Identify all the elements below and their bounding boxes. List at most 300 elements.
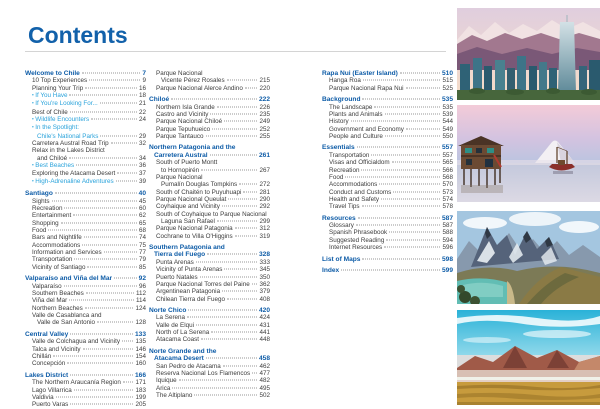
toc-entry-row [149,377,270,384]
toc-page-number: 65 [138,219,146,227]
toc-entry-row [25,170,146,177]
toc-label: Bars and Nightlife [32,234,82,242]
toc-label: Vicente Pérez Rosales [161,77,225,85]
dot-leader [228,198,257,199]
toc-entry-row [25,212,146,219]
dot-leader [194,395,257,396]
toc-page-number: 362 [259,280,270,288]
toc-entry-row [149,274,270,281]
dot-leader [64,208,137,209]
toc-entry-row [149,133,270,140]
toc-label: Accommodations [329,181,378,189]
toc-column-2 [149,70,270,399]
toc-page-number: 62 [138,212,146,220]
toc-label: Lakes District [25,371,69,379]
toc-label: Parque Nacional Patagonia [156,225,233,233]
toc-label: Valparaíso [32,282,62,290]
toc-page-number: 557 [442,151,453,159]
toc-page-number: 441 [259,329,270,337]
dot-leader [362,258,440,259]
toc-entry-row [149,370,270,377]
dot-leader [70,111,137,112]
toc-label: • In the Spotlight: [35,124,80,132]
toc-label: Entertainment [32,212,72,220]
toc-label: Arica [156,384,171,392]
toc-page-number: 598 [441,255,453,263]
toc-page-number: 18 [138,92,146,100]
toc-label: Northern Patagonia and the [149,144,236,152]
toc-label: Norte Grande and the [149,347,217,355]
toc-page-number: 596 [442,244,453,252]
toc-page-number: 290 [259,195,270,203]
dot-leader [206,135,258,136]
dot-leader [341,270,440,271]
toc-entry-row [322,196,453,203]
toc-page-number: 75 [138,241,146,249]
toc-label: Central Valley [25,330,69,338]
toc-entry-row [25,401,146,408]
toc-page-number: 85 [138,263,146,271]
toc-page-number: 570 [442,181,453,189]
dot-leader [227,80,258,81]
toc-label: La Serena [156,314,186,322]
toc-page-number: 599 [441,267,453,275]
toc-label: Sights [32,197,50,205]
toc-entry-row [25,360,146,367]
toc-entry-row [149,203,270,210]
toc-entry-row [149,118,270,125]
dot-leader [61,222,137,223]
dot-leader [188,310,257,311]
toc-page-number: 22 [138,108,146,116]
toc-label: Government and Economy [329,125,404,133]
toc-entry-row [149,126,270,133]
toc-page-number: 482 [259,377,270,385]
toc-page-number: 525 [442,84,453,92]
toc-label: Health and Safety [329,195,380,203]
toc-label: Viña del Mar [32,297,68,305]
toc-entry-row [149,363,270,370]
toc-entry-row [149,259,270,266]
toc-label: Valle de Casablanca and [32,312,102,320]
toc-page-number: 166 [134,371,146,379]
toc-chapter-row [322,144,453,151]
toc-label: Valle de Elqui [156,321,195,329]
toc-page-number: 135 [135,338,146,346]
toc-entry-row [322,77,453,84]
toc-entry-row [322,203,453,210]
toc-entry-row [322,181,453,188]
toc-page-number: 539 [442,110,453,118]
toc-label: Planning Your Trip [32,84,84,92]
toc-label: • If You Have [35,92,68,100]
dot-leader [82,73,140,74]
title-rule [25,51,446,52]
dot-leader [76,165,137,166]
toc-label: Parque Nacional Alerce Andino [156,84,243,92]
toc-entry-row [149,189,270,196]
dot-leader [100,135,137,136]
toc-page-number: 222 [258,96,270,104]
toc-label: Iquique [156,377,177,385]
toc-page-number: 510 [441,70,453,77]
toc-page-number: 112 [135,290,146,297]
dot-leader [69,157,137,158]
toc-label: South of Coyhaique to Parque Nacional [156,210,267,218]
dot-leader [70,404,133,405]
dot-leader [52,200,137,201]
dot-leader [392,162,441,163]
toc-page-number: 568 [442,173,453,181]
dot-leader [207,254,257,255]
dot-leader [70,333,133,334]
dot-leader [56,396,134,397]
toc-label: Parque Nacional Queulat [156,195,227,203]
toc-entry-row [322,111,453,118]
toc-page-number: 328 [258,251,270,259]
toc-entry-row [25,220,146,227]
dot-leader [223,365,258,366]
toc-label: Parque Nacional Chiloé [156,118,223,126]
toc-entry-row [322,167,453,174]
toc-page-number: 40 [138,190,146,198]
toc-entry-row [25,155,146,162]
toc-page-number: 74 [138,234,146,242]
dot-leader [363,80,441,81]
toc-entry-row [149,281,270,288]
toc-entry-row [149,85,270,92]
toc-page-number: 114 [135,297,146,305]
dot-leader [85,307,134,308]
toc-page-number: 96 [138,282,146,290]
dot-leader [114,278,137,279]
toc-page-number: 408 [259,295,270,303]
toc-entry-row [25,92,146,100]
toc-entry-row [149,385,270,392]
toc-entry-row [322,174,453,181]
toc-entry-row [149,336,270,343]
toc-label: Cochrane to Villa O'Higgins [156,232,233,240]
toc-label: Valle de San Antonio [37,319,95,327]
dot-leader [381,198,440,199]
dot-leader [196,324,257,325]
toc-page-number: 124 [135,304,146,312]
dot-leader [196,261,258,262]
dot-leader [356,225,441,226]
toc-page-number: 215 [259,77,270,85]
toc-label: Pumalín Douglas Tompkins [161,181,238,189]
toc-chapter-row [322,267,453,274]
toc-page-number: 255 [259,132,270,140]
toc-entry-row [149,218,270,225]
toc-label: Welcome to Chile [25,70,80,77]
dot-leader [224,269,257,270]
photo-sidebar [457,0,600,409]
toc-label: Food [32,227,47,235]
toc-label: Southern Beaches [32,290,84,297]
toc-label: Reserva Nacional Los Flamencos [156,370,251,377]
toc-label: Northern Isla Grande [156,103,215,111]
toc-entry-row [25,319,146,326]
toc-entry-row [25,227,146,234]
dot-leader [85,87,137,88]
toc-entry-row [149,296,270,303]
toc-page-number: 79 [138,256,146,264]
toc-entry-row [322,133,453,140]
toc-page-number: 171 [135,379,146,387]
dot-leader [89,80,140,81]
torres-del-paine-photo [457,211,600,304]
dot-leader [87,266,137,267]
dot-leader [393,191,440,192]
dot-leader [406,128,441,129]
dot-leader [362,99,440,100]
dot-leader [345,176,440,177]
toc-page-number: 16 [138,84,146,92]
dot-leader [172,387,257,388]
toc-entry-row [25,297,146,304]
toc-entry-row [322,159,453,166]
toc-page-number: 578 [442,203,453,211]
toc-label: Parque Nacional Torres del Paine [156,280,250,288]
toc-page-number: 495 [259,384,270,392]
toc-chapter-row [25,372,146,379]
toc-page-number: 128 [135,319,146,327]
toc-label: • High-Adrenaline Adventures [35,177,114,185]
toc-label: • Best Beaches [35,162,75,170]
dot-leader [235,228,258,229]
toc-chapter-row [25,190,146,197]
toc-page-number: 77 [138,249,146,257]
toc-label: North of La Serena [156,329,210,337]
toc-entry-row [25,283,146,290]
dot-leader [53,355,133,356]
toc-page-number: 205 [135,401,146,409]
toc-page-number: 587 [441,214,453,222]
toc-label: Atacama Coast [156,336,200,344]
dot-leader [123,382,134,383]
toc-page-number: 550 [442,132,453,140]
toc-page-number: 7 [142,70,146,77]
toc-entry-row [25,242,146,249]
toc-page-number: 379 [259,288,270,296]
toc-page-number: 160 [135,360,146,368]
toc-page-number: 333 [259,258,270,266]
toc-label: Resources [322,214,356,222]
toc-page-number: 249 [259,118,270,126]
toc-page-number: 183 [135,386,146,394]
dot-leader [243,191,257,192]
dot-leader [201,169,257,170]
toc-page-number: 267 [259,166,270,174]
toc-entry-row [322,244,453,251]
toc-label: Coyhaique and Vicinity [156,203,220,211]
toc-label: Santiago [25,190,53,198]
toc-label: List of Maps [322,255,361,263]
dot-leader [235,235,258,236]
toc-chapter-row [149,96,270,103]
toc-page-number: 199 [135,393,146,401]
toc-label: Parque Tepuhueico [156,125,211,133]
toc-label: Carretera Austral [154,151,208,159]
toc-page-number: 281 [259,188,270,196]
toc-chapter-row [149,355,270,362]
toc-chapter-row [25,275,146,282]
toc-label: Parque Tantauco [156,132,204,140]
toc-page-number: 133 [134,330,146,338]
toc-entry-row [25,305,146,312]
dot-leader [97,322,133,323]
toc-chapter-row [149,244,270,251]
toc-label: Puerto Natales [156,273,198,281]
toc-column-1 [25,70,146,409]
toc-label: Visas and Officialdom [329,159,390,167]
toc-entry-row [149,70,270,77]
toc-label: South of Puerto Montt [156,159,218,167]
toc-page-number: 24 [138,116,146,124]
toc-page-number: 458 [258,355,270,363]
santiago-skyline-photo [457,8,600,100]
dot-leader [91,119,137,120]
toc-page-number: 462 [259,362,270,370]
dot-leader [82,244,137,245]
dot-leader [371,154,440,155]
dot-leader [179,380,258,381]
toc-page-number: 226 [259,103,270,111]
lake-volcano-stilt-house-photo [457,105,600,202]
dot-leader [385,113,441,114]
toc-page-number: 477 [259,370,270,377]
dot-leader [171,99,257,100]
dot-leader [389,232,440,233]
dot-leader [70,374,133,375]
toc-label: Glossary [329,222,354,230]
toc-chapter-row [149,251,270,258]
toc-entry-row [322,237,453,244]
toc-label: Accommodations [32,241,81,249]
dot-leader [217,106,258,107]
dot-leader [74,259,137,260]
toc-label: South of Chaitén to Puyuhuapi [156,188,242,196]
toc-label: People and Culture [329,132,383,140]
toc-entry-row [25,85,146,92]
toc-page-number: 574 [442,195,453,203]
toc-page-number: 587 [442,222,453,230]
dot-leader [358,217,440,218]
toc-label: Essentials [322,144,355,152]
toc-label: Exploring the Atacama Desert [32,170,116,178]
toc-page-number: 502 [259,392,270,400]
toc-entry-row [322,189,453,196]
toc-label: Atacama Desert [154,355,204,363]
toc-page-number: 220 [259,84,270,92]
toc-page-number: 350 [259,273,270,281]
dot-leader [227,298,258,299]
toc-label: Vicinity of Santiago [32,263,86,271]
toc-page-number: 299 [259,217,270,225]
dot-leader [222,291,257,292]
toc-chapter-row [149,152,270,159]
toc-label: Relax in the Lakes District [32,147,105,155]
toc-label: History [329,118,349,126]
dot-leader [379,184,440,185]
dot-leader [64,285,137,286]
toc-entry-row [149,167,270,174]
toc-label: San Pedro de Atacama [156,362,221,370]
toc-entry-row [322,152,453,159]
toc-label: 10 Top Experiences [32,77,88,85]
toc-entry-row [149,322,270,329]
toc-entry-row [25,162,146,170]
toc-entry-row [149,211,270,218]
dot-leader [116,180,137,181]
toc-entry-row [25,379,146,386]
toc-label: to Hornopirén [161,166,200,174]
toc-entry-row [149,288,270,295]
dot-leader [111,143,137,144]
toc-label: Index [322,267,340,275]
toc-entry-row [25,312,146,319]
toc-entry-row [25,234,146,241]
toc-entry-row [25,178,146,186]
toc-entry-row [25,387,146,394]
toc-entry-row [149,233,270,240]
toc-chapter-row [322,70,453,77]
toc-chapter-row [322,256,453,263]
toc-label: Norte Chico [149,307,187,315]
toc-label: • If You're Looking For... [35,100,98,108]
dot-leader [200,276,258,277]
toc-label: and Chiloé [37,154,68,162]
toc-page-number: 566 [442,166,453,174]
toc-label: Plants and Animals [329,110,383,118]
toc-page-number: 60 [138,205,146,213]
toc-entry-row [149,329,270,336]
toc-entry-row [149,225,270,232]
dot-leader [48,230,137,231]
toc-label: Travel Tips [329,203,360,211]
toc-page-number: 252 [259,125,270,133]
dot-leader [406,87,441,88]
toc-label: Spanish Phrasebook [329,229,388,237]
dot-leader [201,339,257,340]
dot-leader [252,373,257,374]
dot-leader [222,206,258,207]
toc-label: Suggested Reading [329,236,385,244]
toc-label: Carretera Austral Road Trip [32,140,109,148]
toc-page-number: 431 [259,321,270,329]
dot-leader [351,121,441,122]
dot-leader [55,193,137,194]
dot-leader [187,317,257,318]
dot-leader [384,247,440,248]
dot-leader [122,341,134,342]
toc-page-number: 557 [441,144,453,152]
toc-entry-row [25,249,146,256]
dot-leader [357,147,440,148]
toc-page-number: 9 [142,77,146,85]
toc-entry-row [322,222,453,229]
toc-label: Chiloé [149,96,170,104]
dot-leader [385,135,441,136]
toc-page-number: 154 [135,352,146,360]
toc-label: The Landscape [329,103,373,111]
toc-entry-row [25,353,146,360]
toc-label: Talca and Vicinity [32,345,81,353]
toc-label: Castro and Vicinity [156,110,209,118]
dot-leader [224,121,257,122]
toc-page-number: 29 [138,132,146,140]
